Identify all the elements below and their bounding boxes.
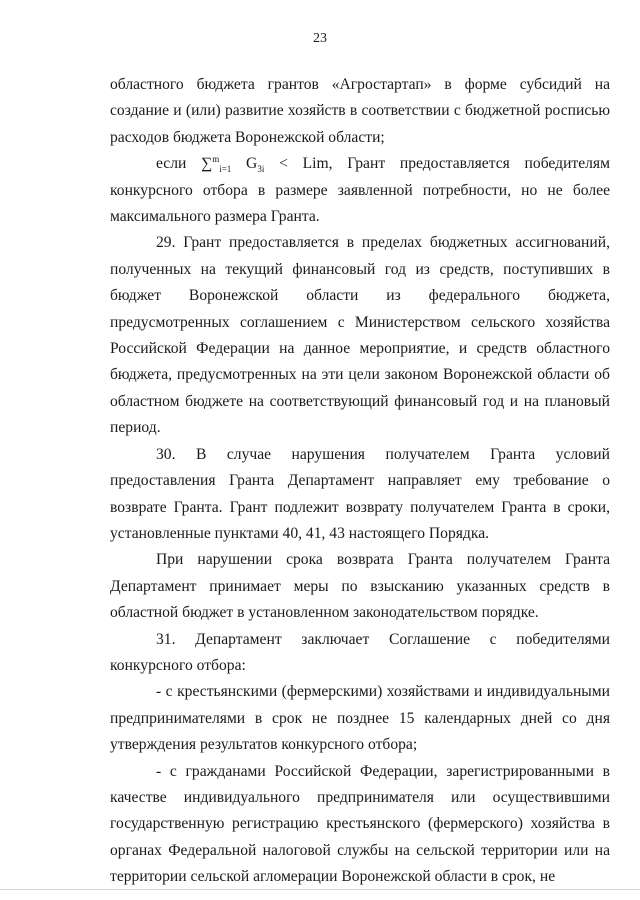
sum-formula	[201, 154, 333, 175]
paragraph-violation-term: При нарушении срока возврата Гранта получателем Гранта Департамент принимает меры по взысканию указанных средств в областной бюджет в установленном законодательством порядке.	[110, 551, 610, 622]
list-item-farm-households: - с крестьянскими (фермерскими) хозяйствами и индивидуальными предпринимателями в срок не позднее 15 календарных дней со дня утверждения результатов конкурсного отбора;	[110, 683, 610, 754]
formula-prefix: если	[156, 155, 187, 173]
paragraph-29: 29. Грант предоставляется в пределах бюджетных ассигнований, полученных на текущий финансовый год из средств, поступивших в бюджет Воронежской области из федерального бюджета, предусмотренных соглашением с Министерством сельского хозяйства Российской Федерации на данное мероприятие, и средств областного бюджета, предусмотренных на эти цели законом Воронежской области об областном бюджете на соответствующий финансовый год и на плановый период.	[110, 234, 610, 437]
sum-upper-limit: m	[212, 154, 220, 165]
grant-variable: G	[246, 155, 258, 173]
page-bottom-divider	[0, 889, 640, 890]
page-number: 23	[313, 31, 327, 46]
list-item-citizens: - с гражданами Российской Федерации, зарегистрированными в качестве индивидуального предпринимателя или осуществившими государственную регистрацию крестьянского (фермерского) хозяйства в органах Федеральной налоговой службы на сельской территории или на территории сельской агломерации Воронежской области в срок, не	[110, 762, 610, 886]
document-body	[110, 72, 610, 891]
formula-paragraph-text: Грант предоставляется победителям конкурсного отбора в размере заявленной потребности, но не более максимального размера Гранта.	[110, 155, 610, 226]
paragraph-30: 30. В случае нарушения получателем Гранта условий предоставления Гранта Департамент направляет ему требование о возврате Гранта. Грант подлежит возврату получателем Гранта в сроки, установленные пунктами 40, 41, 43 настоящего Порядка.	[110, 445, 610, 542]
sigma-symbol: ∑	[201, 155, 213, 173]
formula-limit: < Lim,	[279, 155, 333, 173]
paragraph-budget-continuation: областного бюджета грантов «Агростартап» в форме субсидий на создание и (или) развитие хозяйств в соответствии с бюджетной росписью расходов бюджета Воронежской области;	[110, 76, 610, 146]
grant-variable-index: 3i	[257, 164, 265, 175]
paragraph-formula-condition	[110, 151, 610, 230]
paragraph-31: 31. Департамент заключает Соглашение с победителями конкурсного отбора:	[110, 630, 610, 674]
sum-lower-limit: i=1	[219, 164, 232, 175]
